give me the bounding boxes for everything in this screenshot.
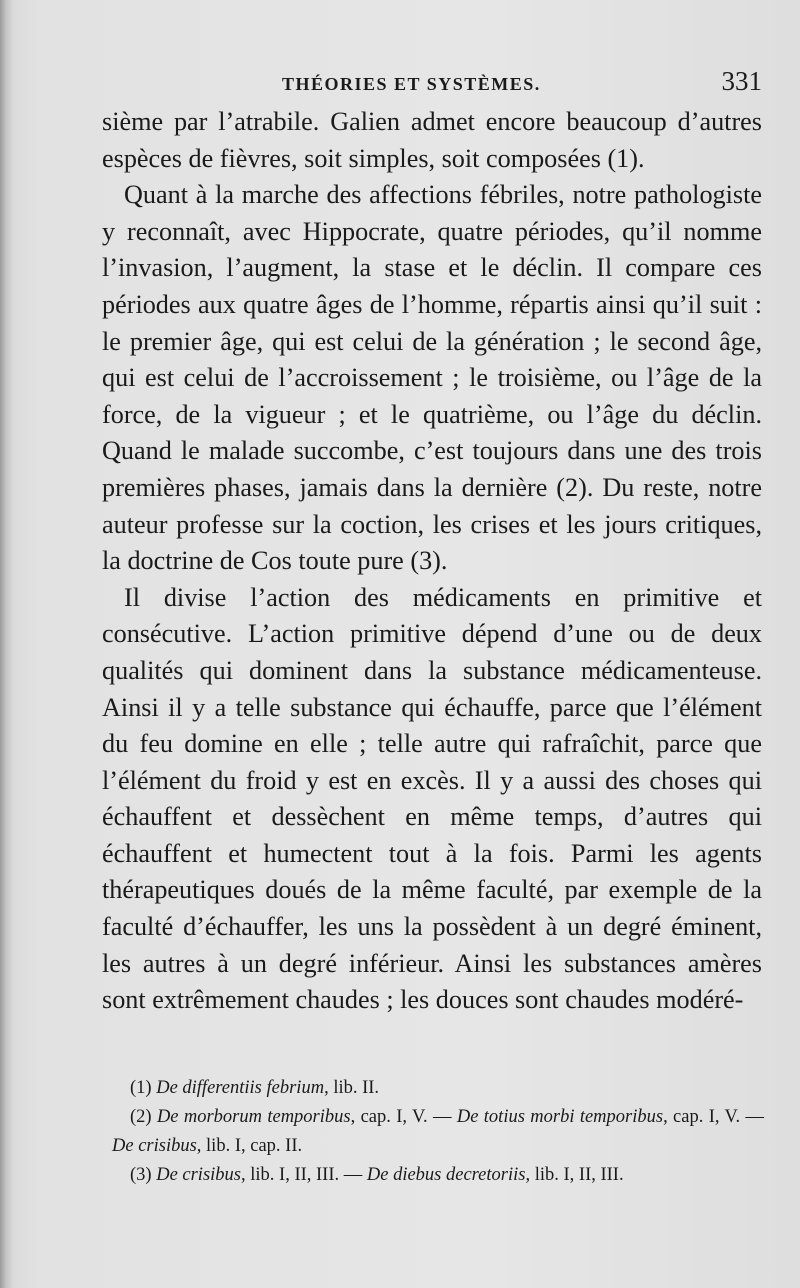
footnote-marker: (3): [130, 1165, 157, 1185]
page-header: [100, 68, 760, 102]
paragraph: Quant à la marche des affections fébriles, notre pathologiste y reconnaît, avec Hippocrate, quatre périodes, qu’il nomme l’invasion, l’augment, la stase et le déclin. Il compare ces périodes aux quatre âges de l’homme, répartis ainsi qu’il suit : le premier âge, qui est celui de la génération ; le second âge, qui est celui de l’accroissement ; le troisième, ou l’âge de la force, de la vigueur ; et le quatrième, ou l’âge du déclin. Quand le malade succombe, c’est toujours dans une des trois premières phases, jamais dans la dernière (2). Du reste, notre auteur professe sur la coction, les crises et les jours critiques, la doctrine de Cos toute pure (3).: [102, 180, 762, 576]
page-number: 331: [721, 66, 762, 96]
footnote-reference: , cap. I, V. —: [663, 1107, 764, 1127]
footnote-title: De totius morbi temporibus: [456, 1107, 664, 1127]
body-text: [102, 104, 762, 1019]
paragraph: Il divise l’action des médicaments en primitive et consécutive. L’action primitive dépend d’une ou de deux qualités qui dominent dans la substance médicamenteuse. Ainsi il y a telle substance qui échauffe, parce que l’élément du feu domine en elle ; telle autre qui rafraîchit, parce que l’élément du froid y est en excès. Il y a aussi des choses qui échauffent et dessèchent en même temps, d’autres qui échauffent et humectent tout à la fois. Parmi les agents thérapeutiques doués de la même faculté, par exemple de la faculté d’échauffer, les uns la possèdent à un degré éminent, les autres à un degré inférieur. Ainsi les substances amères sont extrêmement chaudes ; les douces sont chaudes modéré-: [102, 582, 762, 1015]
footnote-title: De diebus decretoriis: [366, 1165, 526, 1185]
footnote-reference: , lib. I, II, III.: [525, 1165, 624, 1185]
paragraph: sième par l’atrabile. Galien admet encore beaucoup d’autres espèces de fièvres, soit simples, soit composées (1).: [102, 107, 762, 173]
footnote: [112, 1161, 764, 1190]
footnotes: [112, 1074, 764, 1190]
footnote-marker: (1): [130, 1078, 157, 1098]
footnote-title: De morborum temporibus: [156, 1107, 351, 1127]
footnote-reference: , lib. I, II, III. —: [241, 1165, 367, 1185]
footnote-reference: , lib. I, cap. II.: [196, 1136, 303, 1156]
footnote: [112, 1103, 764, 1161]
footnote-reference: , lib. II.: [324, 1078, 380, 1098]
footnote-title: De crisibus: [112, 1136, 197, 1156]
footnote-title: De crisibus: [156, 1165, 241, 1185]
footnote-title: De differentiis febrium: [156, 1078, 325, 1098]
footnote: [112, 1074, 764, 1103]
running-head: THÉORIES ET SYSTÈMES.: [282, 74, 541, 94]
footnote-reference: , cap. I, V. —: [350, 1107, 457, 1127]
footnote-marker: (2): [130, 1107, 157, 1127]
